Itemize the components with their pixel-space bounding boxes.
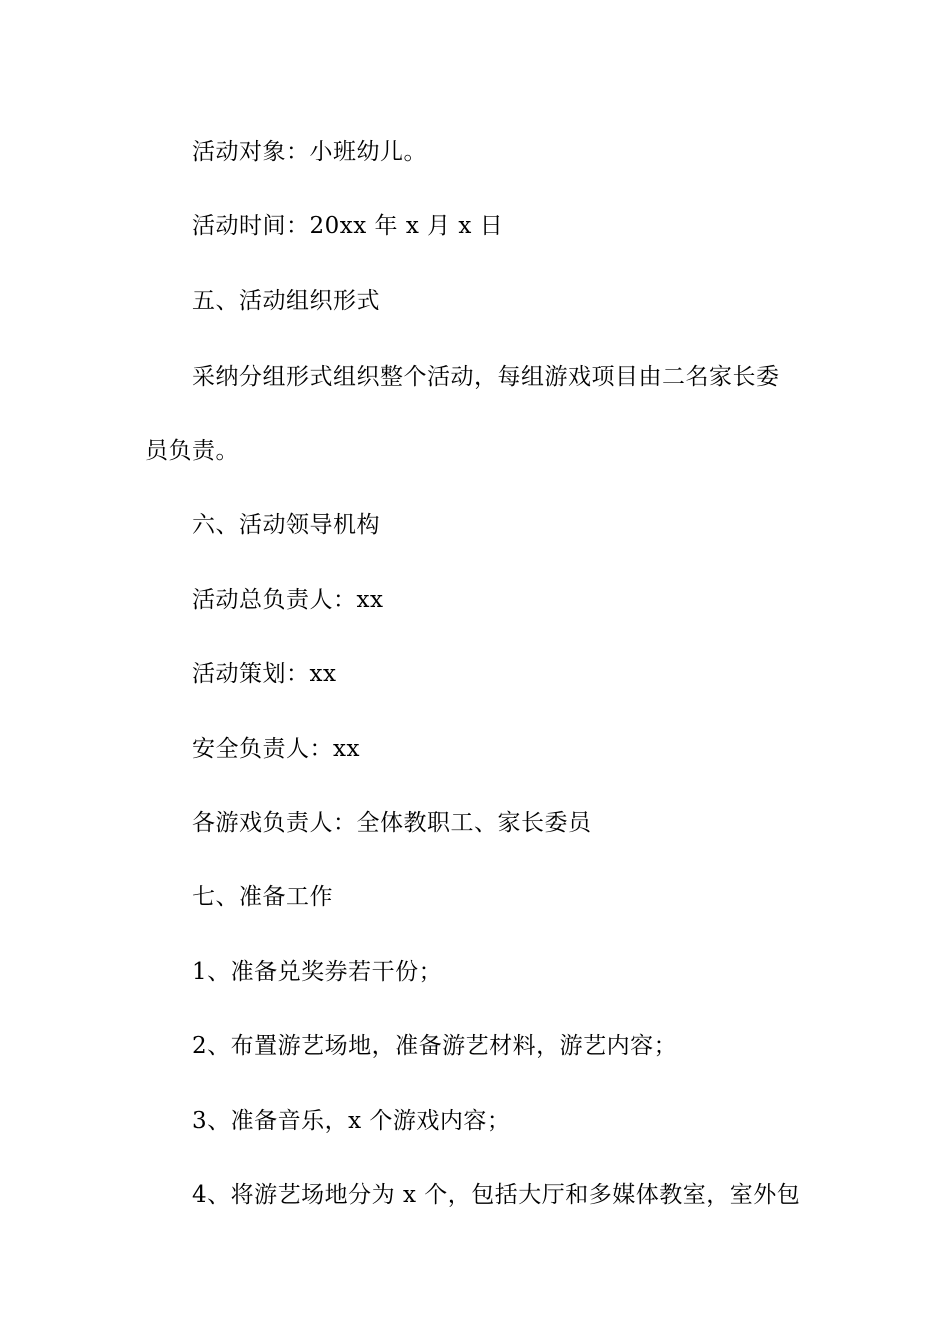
section-heading-preparation: 七、准备工作 (192, 884, 333, 910)
activity-target-line: 活动对象：小班幼儿。 (192, 139, 427, 165)
chief-in-charge-line: 活动总负责人：xx (192, 587, 384, 613)
section-heading-leadership: 六、活动领导机构 (192, 512, 380, 538)
preparation-item-2: 2、布置游艺场地，准备游艺材料，游艺内容； (192, 1033, 678, 1059)
activity-planner-line: 活动策划：xx (192, 661, 337, 687)
organization-paragraph-line-1: 采纳分组形式组织整个活动，每组游戏项目由二名家长委 (192, 364, 780, 390)
safety-officer-line: 安全负责人：xx (192, 736, 360, 762)
preparation-item-1: 1、准备兑奖券若干份； (192, 959, 443, 985)
activity-time-line: 活动时间：20xx 年 x 月 x 日 (192, 213, 504, 239)
organization-paragraph-line-2: 员负责。 (145, 438, 239, 464)
preparation-item-4: 4、将游艺场地分为 x 个，包括大厅和多媒体教室，室外包 (192, 1182, 801, 1208)
section-heading-organization: 五、活动组织形式 (192, 288, 380, 314)
game-leaders-line: 各游戏负责人：全体教职工、家长委员 (192, 810, 592, 836)
preparation-item-3: 3、准备音乐，x 个游戏内容； (192, 1108, 511, 1134)
